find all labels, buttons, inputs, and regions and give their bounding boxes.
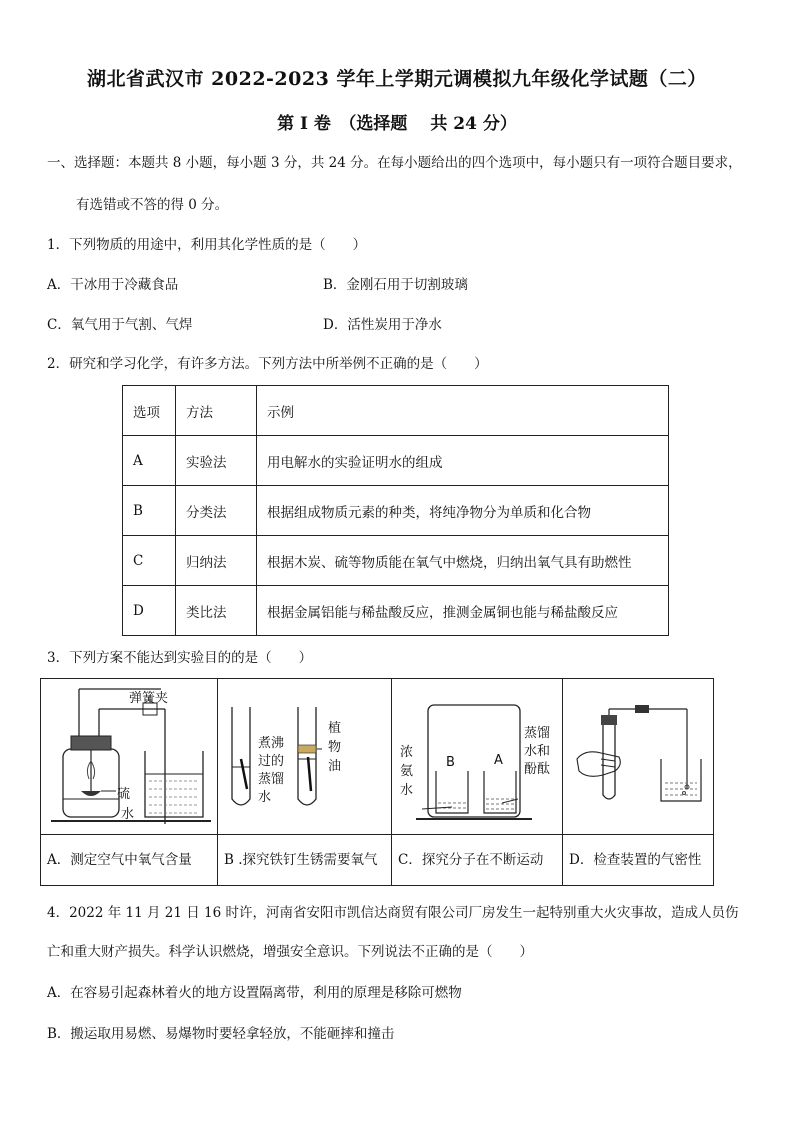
row-example: 用电解水的实验证明水的组成 (257, 436, 669, 486)
apparatus-b-diagram (218, 679, 391, 834)
row-option: A (123, 436, 176, 486)
section-instruction-line2: 有选错或不答的得 0 分。 (76, 197, 229, 213)
q1-stem: 1．下列物质的用途中，利用其化学性质的是（ ） (47, 237, 367, 253)
label-spring-clip: 弹簧夹 (129, 691, 169, 706)
row-option: B (123, 486, 176, 536)
label-conc-ammonia: 浓 氨 水 (400, 745, 414, 798)
row-method: 类比法 (176, 586, 257, 636)
q1-option-b: B．金刚石用于切割玻璃 (323, 277, 468, 293)
q4-stem-line1: 4．2022 年 11 月 21 日 16 时许，河南省安阳市凯信达商贸有限公司厂房发生一起特别重大火灾事故，造成人员伤 (47, 905, 739, 921)
q3-panel-c (392, 679, 563, 885)
row-option: D (123, 586, 176, 636)
q3-divider (218, 834, 391, 835)
label-water: 水 (121, 807, 135, 822)
row-method: 归纳法 (176, 536, 257, 586)
q4-option-b: B．搬运取用易燃、易爆物时要轻拿轻放，不能砸摔和撞击 (47, 1026, 395, 1042)
label-vegetable-oil: 植 物 油 (328, 721, 342, 774)
header-example: 示例 (257, 386, 669, 436)
row-method: 实验法 (176, 436, 257, 486)
q3-caption-d: D．检查装置的气密性 (569, 852, 702, 868)
header-option: 选项 (123, 386, 176, 436)
table-row (123, 586, 669, 636)
q1-option-c: C．氧气用于气割、气焊 (47, 317, 193, 333)
header-method: 方法 (176, 386, 257, 436)
q3-figure-table (40, 678, 714, 886)
q3-caption-a: A．测定空气中氧气含量 (47, 852, 192, 868)
q3-divider (563, 834, 713, 835)
paper-subtitle: 第 I 卷 （选择题 共 24 分） (277, 114, 517, 134)
q3-caption-c: C．探究分子在不断运动 (398, 852, 544, 868)
table-header-row (123, 386, 669, 436)
row-option: C (123, 536, 176, 586)
label-sulfur: 硫 (117, 787, 131, 802)
q3-panel-a (41, 679, 218, 885)
table-row (123, 436, 669, 486)
q2-table (122, 385, 669, 636)
q3-panel-d (563, 679, 713, 885)
table-row (123, 536, 669, 586)
row-example: 根据木炭、硫等物质能在氧气中燃烧，归纳出氧气具有助燃性 (257, 536, 669, 586)
label-beaker-a: A (494, 753, 503, 768)
q3-stem: 3．下列方案不能达到实验目的的是（ ） (47, 650, 313, 666)
q4-stem-line2: 亡和重大财产损失。科学认识燃烧，增强安全意识。下列说法不正确的是（ ） (47, 944, 533, 960)
label-water-phenolphthalein: 蒸馏 水和 酚酞 (524, 726, 551, 777)
q1-option-a: A．干冰用于冷藏食品 (47, 277, 179, 293)
q1-option-d: D．活性炭用于净水 (323, 317, 442, 333)
q4-option-a: A．在容易引起森林着火的地方设置隔离带，利用的原理是移除可燃物 (47, 985, 462, 1001)
row-example: 根据组成物质元素的种类，将纯净物分为单质和化合物 (257, 486, 669, 536)
paper-title: 湖北省武汉市 2022-2023 学年上学期元调模拟九年级化学试题（二） (87, 68, 707, 90)
q3-caption-b: B .探究铁钉生锈需要氧气 (224, 852, 378, 868)
q3-divider (392, 834, 562, 835)
q3-panel-b (218, 679, 392, 885)
row-method: 分类法 (176, 486, 257, 536)
label-boiled-water: 煮沸 过的 蒸馏 水 (258, 736, 285, 805)
row-example: 根据金属铝能与稀盐酸反应，推测金属铜也能与稀盐酸反应 (257, 586, 669, 636)
table-row (123, 486, 669, 536)
section-instruction-line1: 一、选择题：本题共 8 小题，每小题 3 分，共 24 分。在每小题给出的四个选项中，每小题只有一项符合题目要求， (47, 155, 742, 171)
q3-divider (41, 834, 217, 835)
label-beaker-b: B (446, 755, 455, 770)
apparatus-d-diagram (563, 679, 713, 834)
q2-stem: 2．研究和学习化学，有许多方法。下列方法中所举例不正确的是（ ） (47, 356, 488, 372)
